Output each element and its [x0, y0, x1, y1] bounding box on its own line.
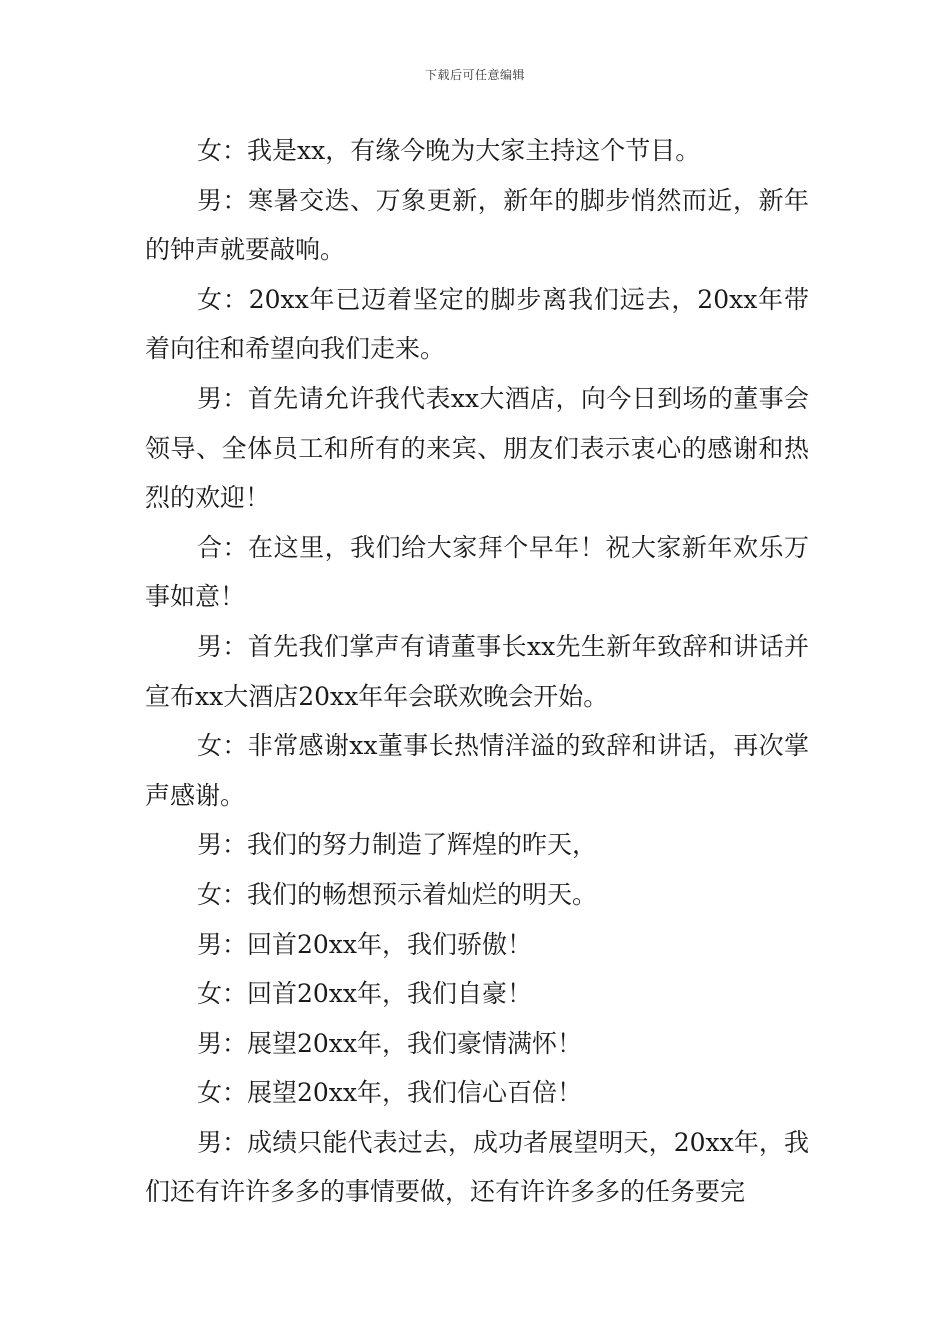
- paragraph: 合：在这里，我们给大家拜个早年！祝大家新年欢乐万事如意！: [145, 532, 809, 612]
- paragraph: 男：寒暑交迭、万象更新，新年的脚步悄然而近，新年的钟声就要敲响。: [145, 185, 809, 265]
- paragraph: 男：首先我们掌声有请董事长xx先生新年致辞和讲话并宣布xx大酒店20xx年年会联欢晚会开始。: [145, 631, 809, 711]
- paragraph: 男：展望20xx年，我们豪情满怀！: [197, 1028, 583, 1058]
- paragraph: 女：非常感谢xx董事长热情洋溢的致辞和讲话，再次掌声感谢。: [145, 731, 809, 810]
- paragraph: 女：展望20xx年，我们信心百倍！: [197, 1078, 583, 1108]
- paragraph: 男：成绩只能代表过去，成功者展望明天，20xx年，我们还有许许多多的事情要做，还有许许多多的任务要完: [145, 1127, 809, 1207]
- paragraph: 男：回首20xx年，我们骄傲！: [197, 929, 533, 959]
- paragraph: 女：我们的畅想预示着灿烂的明天。: [197, 879, 598, 909]
- paragraph: 女：回首20xx年，我们自豪！: [197, 979, 533, 1009]
- paragraph: 女：我是xx，有缘今晚为大家主持这个节目。: [197, 136, 701, 165]
- header-note: 下载后可任意编辑: [424, 68, 525, 82]
- document-body: [145, 126, 809, 1217]
- paragraph: 男：首先请允许我代表xx大酒店，向今日到场的董事会领导、全体员工和所有的来宾、朋友们表示衷心的感谢和热烈的欢迎！: [145, 383, 809, 513]
- paragraph: 男：我们的努力制造了辉煌的昨天，: [197, 830, 598, 860]
- paragraph: 女：20xx年已迈着坚定的脚步离我们远去，20xx年带着向往和希望向我们走来。: [145, 284, 809, 364]
